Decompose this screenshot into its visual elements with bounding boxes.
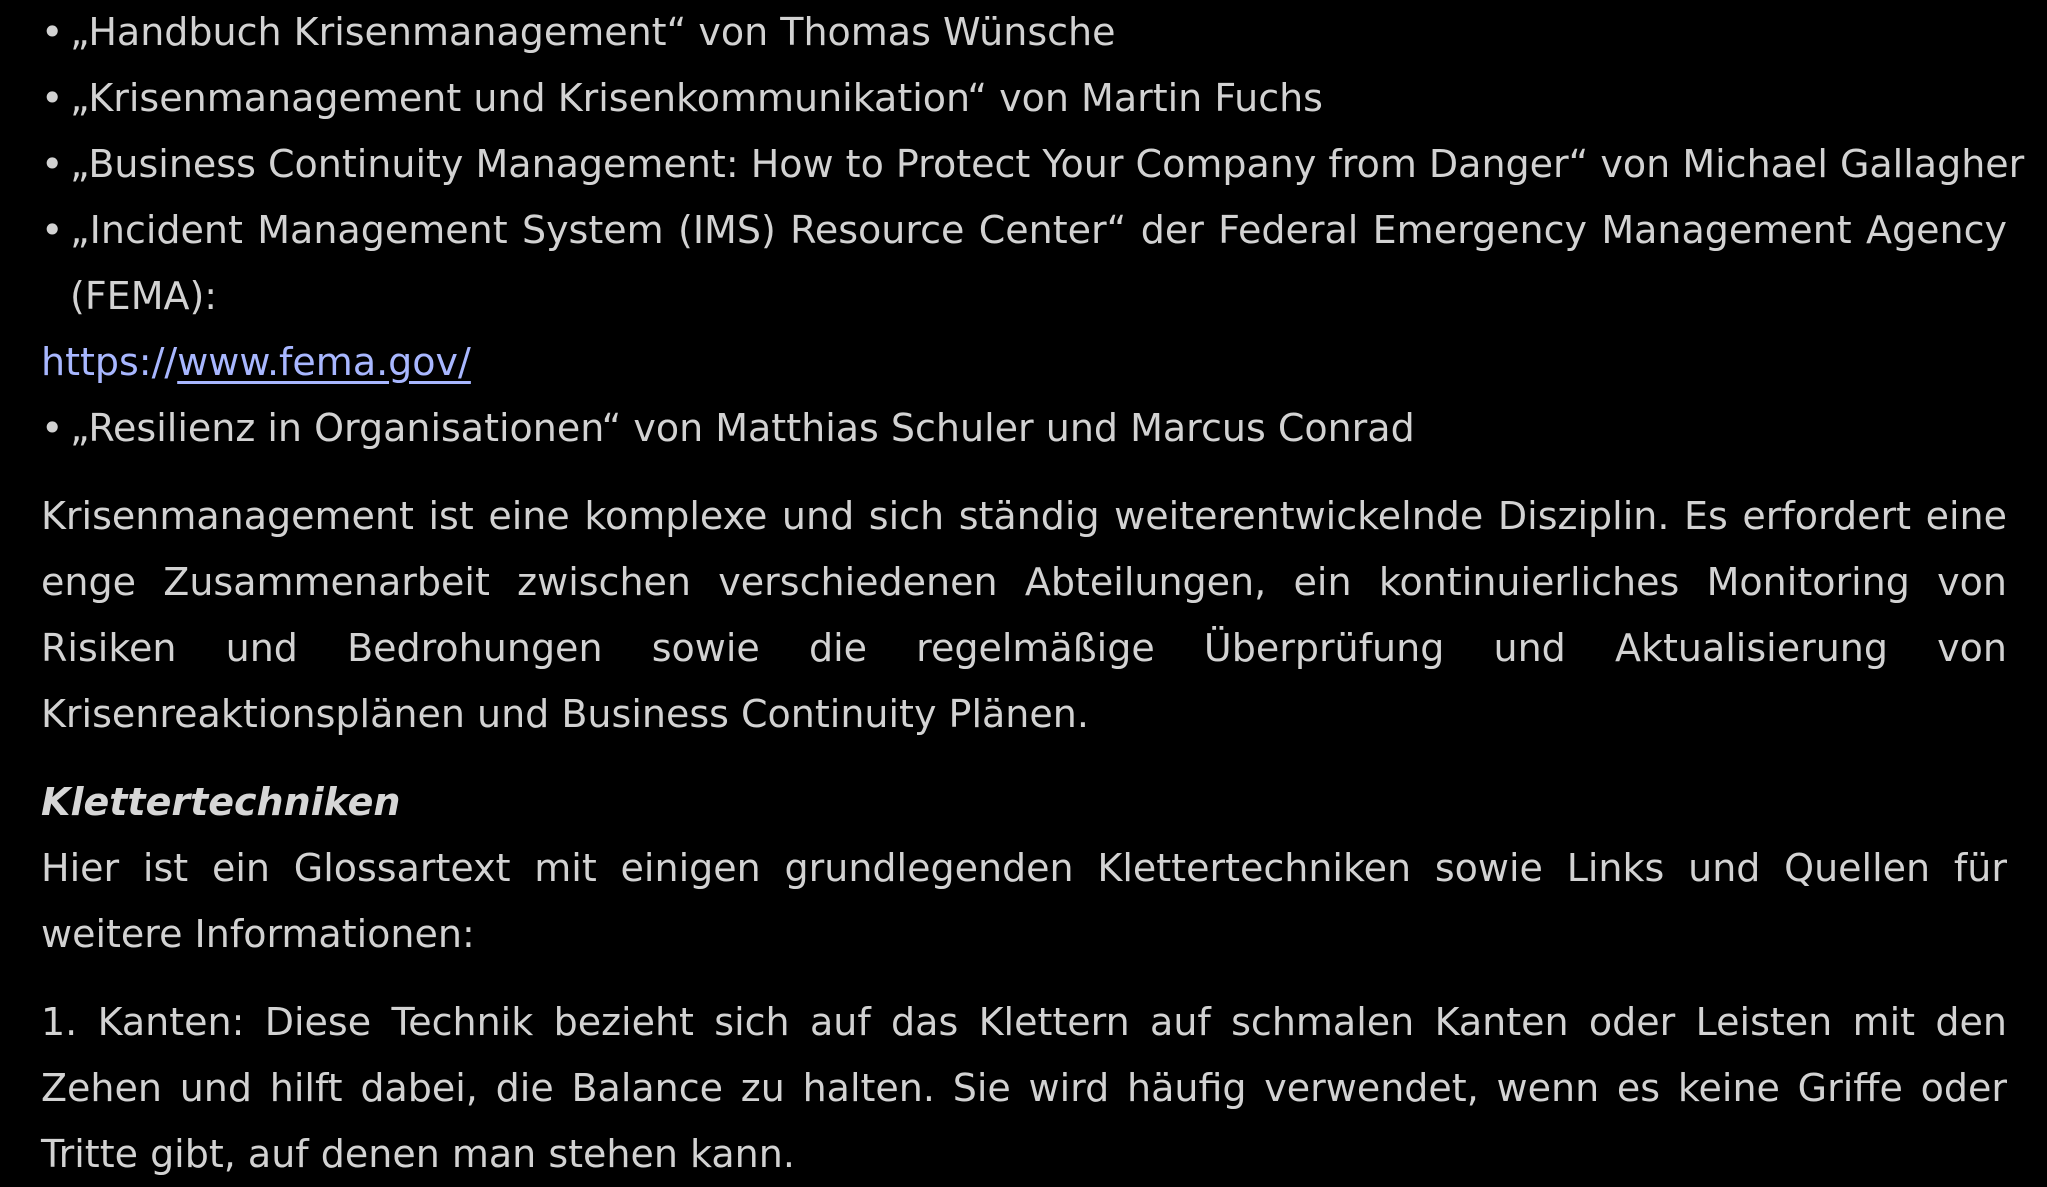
reference-text: „Incident Management System (IMS) Resource Center“ der Federal Emergency Management Agency (FEMA): — [70, 208, 2007, 318]
summary-paragraph: Krisenmanagement ist eine komplexe und sich ständig weiterentwickelnde Disziplin. Es erfordert eine enge Zusammenarbeit zwischen verschiedenen Abteilungen, ein kontinuierliches Monitoring von Risiken und Bedrohungen sowie die regelmäßige Überprüfung und Aktualisierung von Krisenreaktionsplänen und Business Continuity Plänen. — [41, 494, 2007, 736]
document-body — [41, 0, 2025, 1187]
reference-text: „Business Continuity Management: How to Protect Your Company from Danger“ von Michael Gallagher — [70, 142, 2025, 186]
bullet-icon: • — [41, 76, 64, 120]
bullet-icon: • — [41, 406, 64, 450]
list-item — [41, 131, 2025, 197]
bullet-icon: • — [41, 142, 64, 186]
bullet-icon: • — [41, 208, 64, 252]
section-intro: Hier ist ein Glossartext mit einigen grundlegenden Klettertechniken sowie Links und Quellen für weitere Informationen: — [41, 846, 2007, 956]
fema-link[interactable] — [41, 329, 2007, 395]
list-item — [41, 197, 2007, 395]
glossary-item-1: 1. Kanten: Diese Technik bezieht sich auf das Klettern auf schmalen Kanten oder Leisten mit den Zehen und hilft dabei, die Balance zu halten. Sie wird häufig verwendet, wenn es keine Griffe oder Tritte gibt, auf denen man stehen kann. — [41, 1000, 2007, 1176]
bullet-icon: • — [41, 10, 64, 54]
section-heading: Klettertechniken — [41, 780, 401, 824]
list-item — [41, 65, 2007, 131]
fema-link-host[interactable]: www.fema.gov/ — [177, 340, 471, 384]
reference-list — [41, 0, 2025, 461]
reference-text: „Krisenmanagement und Krisenkommunikation“ von Martin Fuchs — [70, 76, 1323, 120]
list-item — [41, 0, 2007, 65]
reference-text: „Handbuch Krisenmanagement“ von Thomas Wünsche — [70, 10, 1116, 54]
reference-text: „Resilienz in Organisationen“ von Matthias Schuler und Marcus Conrad — [70, 406, 1415, 450]
fema-link-scheme[interactable]: https:// — [41, 340, 178, 384]
list-item — [41, 395, 2007, 461]
